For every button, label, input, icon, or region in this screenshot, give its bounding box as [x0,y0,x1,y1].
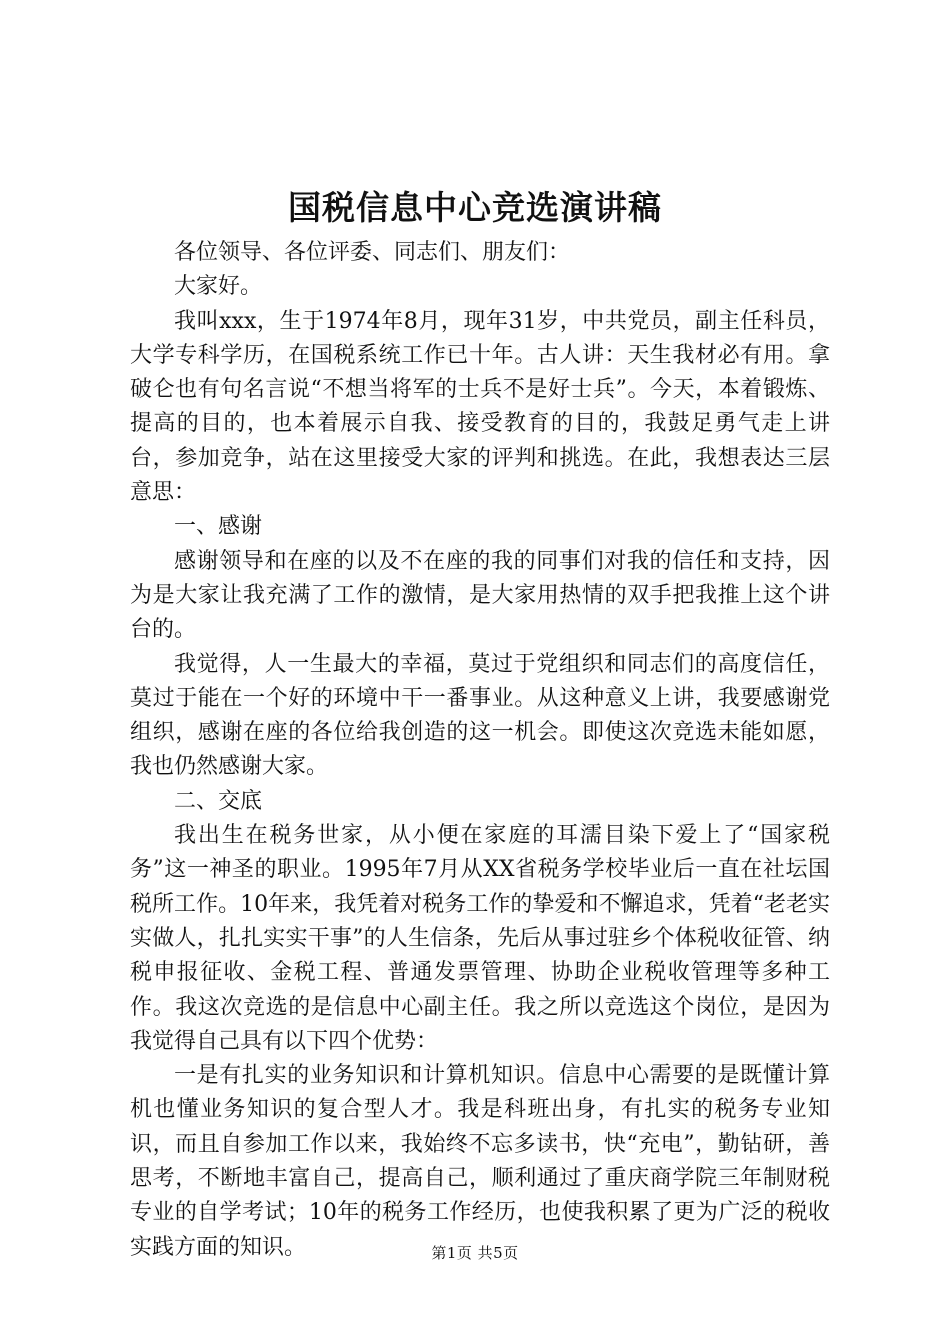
page-number-footer: 第1页 共5页 [431,1244,519,1262]
thanks-paragraph-1: 感谢领导和在座的以及不在座的我的同事们对我的信任和支持，因为是大家让我充满了工作的激情，是大家用热情的双手把我推上这个讲台的。 [130,548,830,643]
background-paragraph-2: 一是有扎实的业务知识和计算机知识。信息中心需要的是既懂计算机也懂业务知识的复合型人才。我是科班出身，有扎实的税务专业知识，而且自参加工作以来，我始终不忘多读书，快“充电”，勤钻研，善思考，不断地丰富自己，提高自己，顺利通过了重庆商学院三年制财税专业的自学考试；10年的税务工作经历，也使我积累了更为广泛的税收实践方面的知识。 [130,1063,830,1260]
intro-paragraph: 我叫xxx，生于1974年8月，现年31岁，中共党员，副主任科员，大学专科学历，在国税系统工作已十年。古人讲：天生我材必有用。拿破仑也有句名言说“不想当将军的士兵不是好士兵”。今天，本着锻炼、提高的目的，也本着展示自我、接受教育的目的，我鼓足勇气走上讲台，参加竞争，站在这里接受大家的评判和挑选。在此，我想表达三层意思： [130,308,830,506]
greeting-line: 各位领导、各位评委、同志们、朋友们： [174,240,571,265]
document-title: 国税信息中心竞选演讲稿 [288,188,662,227]
section-heading-thanks: 一、感谢 [174,514,263,540]
hello-line: 大家好。 [174,274,263,300]
thanks-paragraph-2: 我觉得，人一生最大的幸福，莫过于党组织和同志们的高度信任，莫过于能在一个好的环境中干一番事业。从这种意义上讲，我要感谢党组织，感谢在座的各位给我创造的这一机会。即使这次竞选未能如愿，我也仍然感谢大家。 [130,651,830,780]
background-paragraph-1: 我出生在税务世家，从小便在家庭的耳濡目染下爱上了“国家税务”这一神圣的职业。1995年7月从XX省税务学校毕业后一直在社坛国税所工作。10年来，我凭着对税务工作的挚爱和不懈追求，凭着“老老实实做人，扎扎实实干事”的人生信条，先后从事过驻乡个体税收征管、纳税申报征收、金税工程、普通发票管理、协助企业税收管理等多种工作。我这次竞选的是信息中心副主任。我之所以竞选这个岗位，是因为我觉得自己具有以下四个优势： [130,823,830,1054]
document-body [130,236,830,1265]
section-heading-background: 二、交底 [174,788,263,814]
